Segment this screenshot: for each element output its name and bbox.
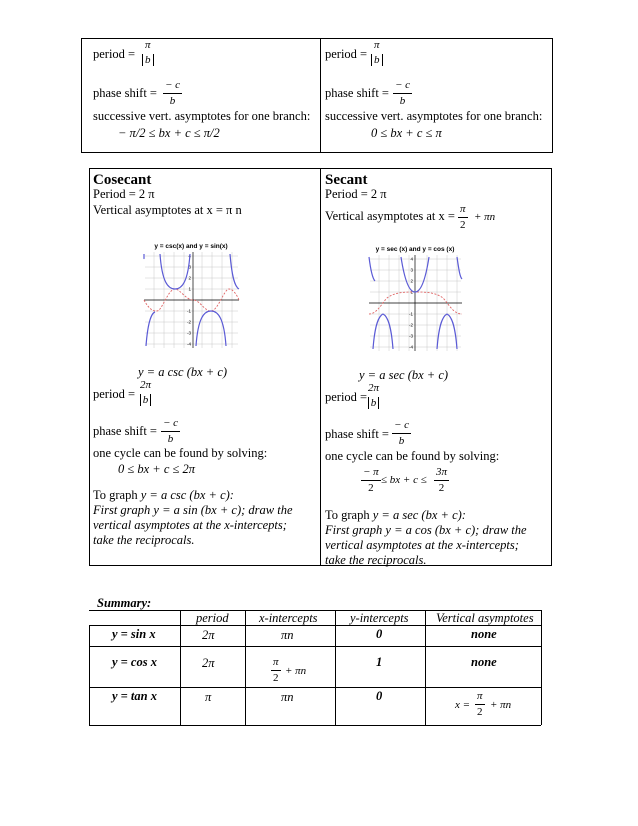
cosecant-tick-m2: -2	[186, 319, 191, 325]
secant-title: Secant	[325, 172, 368, 188]
top-left-phase-fraction	[163, 80, 182, 107]
secant-period-label: period =	[325, 390, 368, 404]
top-left-asymptote-inequality: − π/2 ≤ bx + c ≤ π/2	[118, 126, 220, 140]
cosecant-period-fraction	[138, 380, 153, 406]
top-right-phase-den: b	[399, 95, 406, 107]
top-left-phase-den: b	[169, 95, 176, 107]
secant-graph-instructions-4: take the reciprocals.	[325, 553, 427, 567]
summary-col-5	[541, 610, 542, 725]
top-left-period-den: b	[142, 54, 154, 66]
cosecant-tick-m4: -4	[186, 341, 191, 347]
cosecant-phase-label: phase shift =	[93, 424, 157, 438]
cosecant-graph	[140, 240, 242, 352]
summary-header-xint: x-intercepts	[259, 611, 318, 625]
summary-row-tan-va-tail: + πn	[490, 699, 512, 711]
summary-row-tan-func: y = tan x	[112, 689, 157, 703]
secant-to-graph-eq: y = a sec (bx + c):	[372, 508, 466, 522]
secant-graph-instructions-2: First graph y = a cos (bx + c); draw the	[325, 523, 527, 537]
cosecant-graph-instructions-1	[93, 489, 234, 503]
secant-asymptotes: Vertical asymptotes at x =	[325, 209, 455, 223]
cosecant-phase-num: − c	[161, 418, 180, 432]
secant-period: Period = 2 π	[325, 187, 387, 201]
secant-phase-num: − c	[392, 420, 411, 434]
secant-asym-den: 2	[460, 219, 466, 231]
secant-cycle-left-fraction	[361, 467, 381, 494]
secant-phase-den: b	[398, 435, 405, 447]
secant-cycle-left-num: − π	[361, 467, 381, 481]
secant-graph-instructions-1	[325, 509, 466, 523]
cosecant-tick-2: 2	[188, 275, 191, 281]
summary-row-tan-va-num: π	[475, 691, 485, 705]
top-right-asymptote-text: successive vert. asymptotes for one branch:	[325, 109, 543, 123]
top-right-phase-fraction	[393, 80, 412, 107]
summary-title: Summary:	[97, 596, 152, 610]
summary-header-border	[89, 625, 541, 626]
summary-row-cos-yint: 1	[376, 655, 383, 669]
cosecant-phase-fraction	[161, 418, 180, 445]
summary-row-sin-xint: πn	[281, 628, 294, 642]
secant-tick-m3: -3	[408, 333, 413, 339]
top-left-phase-num: − c	[163, 80, 182, 94]
summary-row-cos-xint-tail: + πn	[285, 665, 307, 677]
top-right-asymptote-inequality: 0 ≤ bx + c ≤ π	[371, 126, 442, 140]
summary-header-period: period	[196, 611, 229, 625]
secant-cycle-right-fraction	[434, 467, 449, 494]
summary-bottom-border	[89, 725, 541, 726]
summary-col-2	[245, 610, 246, 725]
summary-row-cos-func: y = cos x	[112, 655, 157, 669]
cosecant-tick-3: 3	[188, 264, 191, 270]
secant-tick-1: 1	[410, 289, 413, 295]
summary-row-sin-func: y = sin x	[112, 627, 156, 641]
top-left-asymptote-text: successive vert. asymptotes for one branch:	[93, 109, 311, 123]
summary-row-sin-yint: 0	[376, 627, 383, 641]
cosecant-graph-instructions-4: take the reciprocals.	[93, 533, 195, 547]
summary-row-cos-xint-num: π	[271, 657, 281, 671]
top-right-period-label: period =	[325, 47, 368, 61]
cosecant-cycle-inequality: 0 ≤ bx + c ≤ 2π	[118, 462, 196, 476]
cosecant-equation: y = a csc (bx + c)	[138, 365, 228, 379]
secant-asymptote-tail: + πn	[474, 211, 496, 223]
top-table-divider	[320, 38, 321, 153]
summary-col-1	[180, 610, 181, 725]
secant-tick-4: 4	[410, 256, 413, 262]
top-right-period-den: b	[371, 54, 383, 66]
summary-col-0	[89, 625, 90, 725]
cosecant-graph-instructions-2: First graph y = a sin (bx + c); draw the	[93, 503, 293, 517]
summary-row-tan-va-fraction	[475, 691, 485, 718]
secant-graph	[365, 243, 465, 355]
secant-cycle-left-den: 2	[368, 482, 374, 494]
summary-row-cos-xint-fraction	[271, 657, 281, 684]
secant-period-num: 2π	[368, 382, 380, 394]
secant-phase-fraction	[392, 420, 411, 447]
cosecant-graph-title: y = csc(x) and y = sin(x)	[154, 243, 228, 250]
secant-cycle-middle: ≤ bx + c ≤	[381, 474, 427, 486]
secant-cycle-right-num: 3π	[434, 467, 449, 481]
cosecant-title: Cosecant	[93, 172, 152, 188]
summary-row-sin-period: 2π	[202, 628, 215, 642]
summary-col-3	[335, 610, 336, 725]
secant-asymptote-fraction	[458, 204, 468, 231]
top-right-period-fraction	[371, 40, 383, 66]
cosecant-tick-m3: -3	[186, 330, 191, 336]
summary-row-sin-va: none	[471, 627, 497, 641]
summary-col-4	[425, 610, 426, 725]
secant-asym-num: π	[458, 204, 468, 218]
summary-header-va: Vertical asymptotes	[436, 611, 534, 625]
top-right-phase-label: phase shift =	[325, 86, 389, 100]
top-right-period-num: π	[373, 39, 380, 51]
summary-row-tan-period: π	[205, 690, 212, 704]
secant-tick-m4: -4	[408, 344, 413, 350]
secant-tick-m1: -1	[408, 311, 413, 317]
secant-graph-instructions-3: vertical asymptotes at the x-intercepts;	[325, 538, 519, 552]
secant-tick-3: 3	[410, 267, 413, 273]
secant-graph-title: y = sec (x) and y = cos (x)	[375, 246, 455, 253]
summary-row-sin-border	[89, 646, 541, 647]
cosecant-period-num: 2π	[140, 379, 152, 391]
cosecant-period-label: period =	[93, 387, 136, 401]
secant-phase-label: phase shift =	[325, 427, 389, 441]
cosecant-tick-m1: -1	[186, 308, 191, 314]
secant-cycle-right-den: 2	[438, 482, 445, 494]
secant-cycle-text: one cycle can be found by solving:	[325, 449, 500, 463]
summary-row-tan-va-den: 2	[477, 706, 483, 718]
secant-period-fraction	[366, 383, 381, 409]
top-left-period-label: period =	[93, 47, 136, 61]
top-right-phase-num: − c	[393, 80, 412, 94]
cosecant-period: Period = 2 π	[93, 187, 155, 201]
top-left-period-fraction	[142, 40, 154, 66]
cosecant-tick-1: 1	[188, 286, 191, 292]
summary-row-cos-border	[89, 687, 541, 688]
cosecant-tick-4: 4	[188, 253, 191, 259]
secant-tick-2: 2	[410, 278, 413, 284]
cosecant-phase-den: b	[167, 433, 174, 445]
top-left-phase-label: phase shift =	[93, 86, 157, 100]
summary-row-tan-yint: 0	[376, 689, 383, 703]
secant-period-den: b	[368, 397, 380, 409]
cosecant-to-graph: To graph	[93, 488, 141, 502]
summary-row-tan-xint: πn	[281, 690, 294, 704]
summary-row-cos-period: 2π	[202, 656, 215, 670]
cosecant-period-den: b	[140, 394, 152, 406]
secant-equation: y = a sec (bx + c)	[359, 368, 449, 382]
secant-to-graph: To graph	[325, 508, 373, 522]
csc-sec-divider	[320, 168, 321, 566]
cosecant-cycle-text: one cycle can be found by solving:	[93, 446, 268, 460]
secant-tick-m2: -2	[408, 322, 413, 328]
cosecant-asymptotes: Vertical asymptotes at x = π n	[93, 203, 242, 217]
summary-row-cos-xint-den: 2	[273, 672, 279, 684]
cosecant-graph-instructions-3: vertical asymptotes at the x-intercepts;	[93, 518, 287, 532]
summary-row-tan-va-pre: x =	[455, 699, 471, 711]
summary-header-yint: y-intercepts	[350, 611, 409, 625]
cosecant-to-graph-eq: y = a csc (bx + c):	[140, 488, 234, 502]
top-left-period-num: π	[144, 39, 151, 51]
summary-row-cos-va: none	[471, 655, 497, 669]
